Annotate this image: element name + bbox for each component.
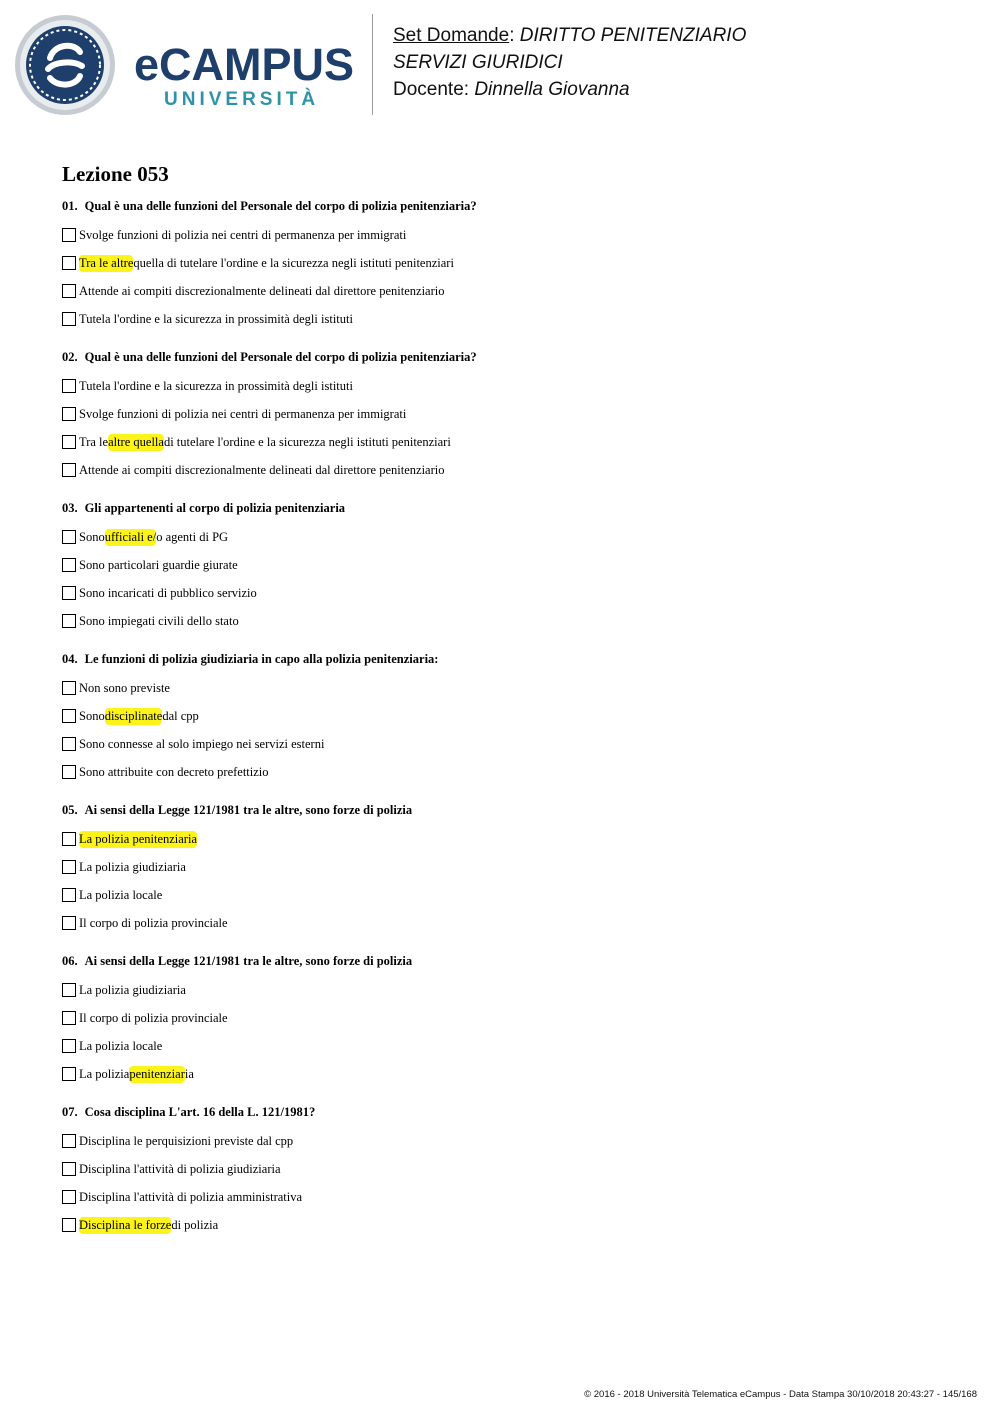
answer-checkbox[interactable] [62, 586, 76, 600]
answer-checkbox[interactable] [62, 681, 76, 695]
answer-option [62, 277, 942, 305]
page-footer: © 2016 - 2018 Università Telematica eCampus - Data Stampa 30/10/2018 20:43:27 - 145/168 [584, 1389, 977, 1400]
question-text: Gli appartenenti al corpo di polizia penitenziaria [84, 501, 346, 515]
answer-checkbox[interactable] [62, 709, 76, 723]
question [62, 348, 942, 484]
answer-option [62, 523, 942, 551]
question-number: 03. [62, 501, 78, 515]
answer-option [62, 758, 942, 786]
answer-text-pre: Tutela l'ordine e la sicurezza in prossimità degli istituti [79, 378, 353, 393]
answer-checkbox[interactable] [62, 888, 76, 902]
question-number: 07. [62, 1105, 78, 1119]
header-info [393, 22, 746, 103]
answer-text-highlight: penitenziar [129, 1066, 185, 1081]
answer-text-pre: Disciplina le perquisizioni previste dal cpp [79, 1133, 294, 1148]
answer-checkbox[interactable] [62, 463, 76, 477]
answer-text-pre: La polizia locale [79, 887, 163, 902]
answer-text-post: di tutelare l'ordine e la sicurezza negli istituti penitenziari [163, 434, 451, 449]
answer-checkbox[interactable] [62, 765, 76, 779]
answer-checkbox[interactable] [62, 228, 76, 242]
answer-text-highlight: disciplinate [104, 708, 163, 723]
answer-checkbox[interactable] [62, 530, 76, 544]
question-number: 04. [62, 652, 78, 666]
answer-option [62, 976, 942, 1004]
answer-text-post: o agenti di PG [156, 529, 229, 544]
answer-checkbox[interactable] [62, 860, 76, 874]
set-line: Set Domande: DIRITTO PENITENZIARIO [393, 25, 747, 46]
question [62, 801, 942, 937]
question [62, 1103, 942, 1239]
question-title [62, 197, 942, 215]
answer-checkbox[interactable] [62, 832, 76, 846]
answer-text-pre: Attende ai compiti discrezionalmente delineati dal direttore penitenziario [79, 283, 445, 298]
answer-text-highlight: ufficiali e/ [104, 529, 157, 544]
answer-option [62, 1004, 942, 1032]
answer-text-pre: La polizia giudiziaria [79, 982, 186, 997]
answer-text-pre: Non sono previste [79, 680, 170, 695]
answer-checkbox[interactable] [62, 1011, 76, 1025]
answer-checkbox[interactable] [62, 614, 76, 628]
question-title [62, 650, 942, 668]
answer-option [62, 428, 942, 456]
answer-option [62, 305, 942, 333]
answer-checkbox[interactable] [62, 1190, 76, 1204]
answer-text-pre: Svolge funzioni di polizia nei centri di permanenza per immigrati [79, 406, 407, 421]
question [62, 499, 942, 635]
answer-checkbox[interactable] [62, 284, 76, 298]
question-title [62, 801, 942, 819]
question-title [62, 1103, 942, 1121]
answer-text-pre: Sono [79, 529, 105, 544]
docente-line [393, 76, 746, 103]
answer-checkbox[interactable] [62, 1039, 76, 1053]
answer-checkbox[interactable] [62, 312, 76, 326]
answer-option [62, 1211, 942, 1239]
answer-text-pre: Disciplina l'attività di polizia giudiziaria [79, 1161, 281, 1176]
ecampus-logo [14, 14, 354, 116]
answer-option [62, 909, 942, 937]
question-title [62, 348, 942, 366]
course-name: SERVIZI GIURIDICI [393, 52, 563, 73]
answer-text-pre: Tra le [79, 434, 109, 449]
set-label: Set Domande [393, 25, 510, 46]
answer-checkbox[interactable] [62, 1134, 76, 1148]
answer-text-pre: La polizia giudiziaria [79, 859, 186, 874]
answer-checkbox[interactable] [62, 737, 76, 751]
answer-option [62, 730, 942, 758]
answer-option [62, 702, 942, 730]
answer-text-pre: La polizia [79, 1066, 130, 1081]
set-value: DIRITTO PENITENZIARIO [519, 25, 747, 46]
answer-checkbox[interactable] [62, 1218, 76, 1232]
question-text: Qual è una delle funzioni del Personale del corpo di polizia penitenziaria? [84, 350, 477, 364]
question-text: Qual è una delle funzioni del Personale del corpo di polizia penitenziaria? [84, 199, 477, 213]
answer-checkbox[interactable] [62, 379, 76, 393]
answer-text-highlight: La polizia penitenziaria [79, 831, 197, 846]
question-number: 01. [62, 199, 78, 213]
answer-checkbox[interactable] [62, 916, 76, 930]
answer-text-pre: Sono impiegati civili dello stato [79, 613, 239, 628]
answer-text-pre: La polizia locale [79, 1038, 163, 1053]
answer-option [62, 400, 942, 428]
answer-checkbox[interactable] [62, 983, 76, 997]
answer-option [62, 1032, 942, 1060]
answer-checkbox[interactable] [62, 1067, 76, 1081]
logo-wordmark: eCAMPUS [134, 39, 354, 90]
answer-checkbox[interactable] [62, 256, 76, 270]
answer-option [62, 825, 942, 853]
header-divider [372, 14, 373, 115]
answer-text-pre: Sono [79, 708, 105, 723]
question-text: Le funzioni di polizia giudiziaria in capo alla polizia penitenziaria: [84, 652, 439, 666]
question-title [62, 952, 942, 970]
answer-option [62, 1127, 942, 1155]
answer-text-pre: Attende ai compiti discrezionalmente delineati dal direttore penitenziario [79, 462, 445, 477]
question [62, 650, 942, 786]
answer-checkbox[interactable] [62, 435, 76, 449]
question [62, 197, 942, 333]
answer-option [62, 249, 942, 277]
answer-text-pre: Svolge funzioni di polizia nei centri di permanenza per immigrati [79, 227, 407, 242]
answer-option [62, 674, 942, 702]
answer-option [62, 1060, 942, 1088]
question [62, 952, 942, 1088]
answer-option [62, 579, 942, 607]
answer-text-pre: Sono incaricati di pubblico servizio [79, 585, 257, 600]
answer-text-highlight: Disciplina le forze [79, 1217, 172, 1232]
answer-text-pre: Disciplina l'attività di polizia amministrativa [79, 1189, 303, 1204]
answer-text-pre: Sono attribuite con decreto prefettizio [79, 764, 269, 779]
answer-option [62, 853, 942, 881]
logo-subtitle: UNIVERSITÀ [164, 89, 320, 110]
answer-checkbox[interactable] [62, 558, 76, 572]
answer-text-pre: Il corpo di polizia provinciale [79, 1010, 228, 1025]
answer-option [62, 607, 942, 635]
question-list [62, 197, 942, 1254]
docente-label: Docente: [393, 79, 470, 100]
question-number: 02. [62, 350, 78, 364]
answer-text-pre: Sono connesse al solo impiego nei servizi esterni [79, 736, 325, 751]
lesson-title: Lezione 053 [62, 162, 169, 186]
question-text: Ai sensi della Legge 121/1981 tra le altre, sono forze di polizia [84, 954, 413, 968]
question-text: Cosa disciplina L'art. 16 della L. 121/1981? [84, 1105, 316, 1119]
question-number: 06. [62, 954, 78, 968]
answer-option [62, 221, 942, 249]
answer-text-post: dal cpp [162, 708, 199, 723]
docente-name: Dinnella Giovanna [474, 79, 630, 100]
answer-text-pre: Tutela l'ordine e la sicurezza in prossimità degli istituti [79, 311, 353, 326]
answer-text-post: ia [184, 1066, 194, 1081]
question-text: Ai sensi della Legge 121/1981 tra le altre, sono forze di polizia [84, 803, 413, 817]
answer-text-post: quella di tutelare l'ordine e la sicurezza negli istituti penitenziari [133, 255, 454, 270]
answer-text-post: di polizia [171, 1217, 219, 1232]
page-header [0, 0, 1000, 130]
answer-text-pre: Il corpo di polizia provinciale [79, 915, 228, 930]
answer-text-pre: Sono particolari guardie giurate [79, 557, 238, 572]
answer-checkbox[interactable] [62, 407, 76, 421]
question-title [62, 499, 942, 517]
answer-option [62, 456, 942, 484]
answer-option [62, 1155, 942, 1183]
answer-option [62, 1183, 942, 1211]
answer-text-highlight: altre quella [108, 434, 164, 449]
answer-option [62, 551, 942, 579]
answer-option [62, 881, 942, 909]
answer-option [62, 372, 942, 400]
answer-checkbox[interactable] [62, 1162, 76, 1176]
question-number: 05. [62, 803, 78, 817]
answer-text-highlight: Tra le altre [79, 255, 134, 270]
